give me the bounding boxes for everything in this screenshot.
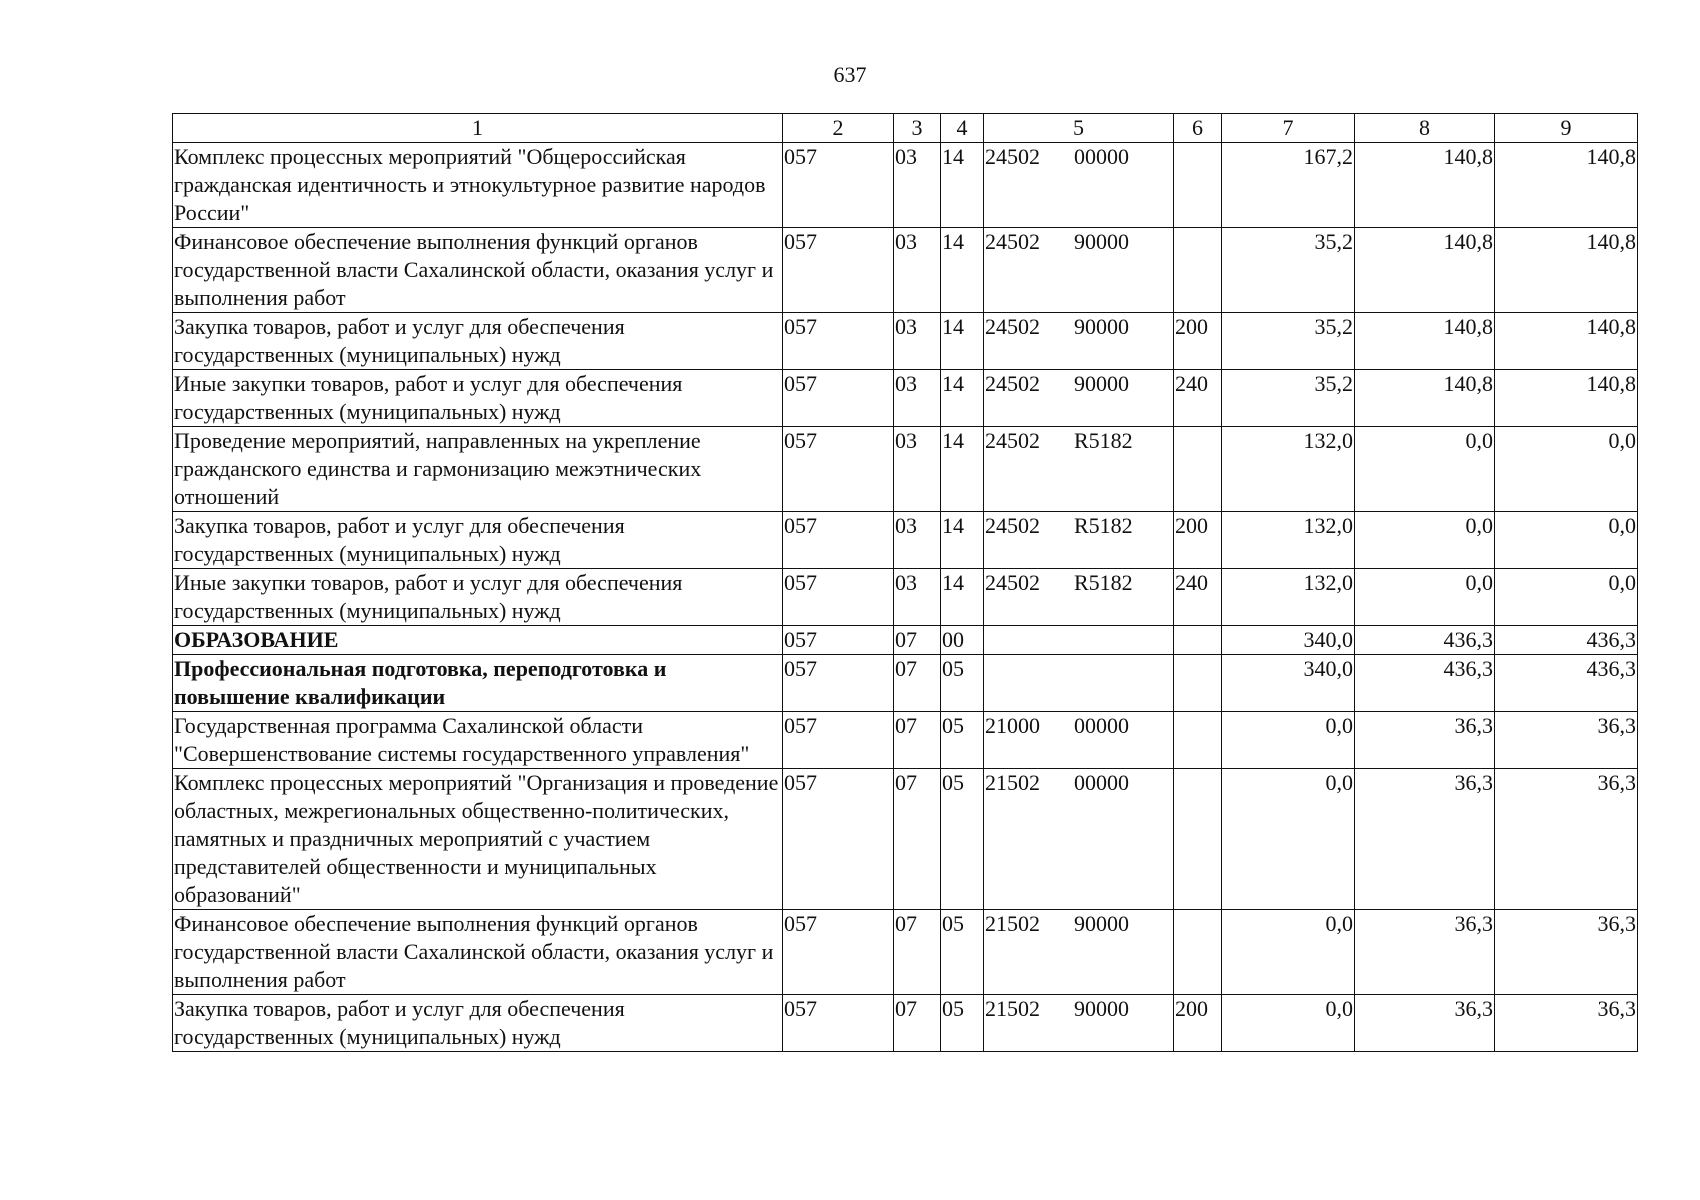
ministry-code: 057	[783, 626, 894, 655]
target-article-code	[984, 370, 1174, 427]
amount-col8: 140,8	[1355, 370, 1495, 427]
ministry-code: 057	[783, 910, 894, 995]
amount-col9: 436,3	[1495, 655, 1638, 712]
direction-code: R5182	[1074, 428, 1133, 453]
page-number: 637	[833, 62, 867, 87]
target-article-code	[984, 995, 1174, 1052]
expense-type-code: 200	[1174, 995, 1222, 1052]
header-row	[173, 114, 1638, 143]
expense-type-code	[1174, 427, 1222, 512]
program-code: 21000	[985, 713, 1040, 738]
budget-table	[172, 113, 1638, 1052]
target-article-code	[984, 626, 1174, 655]
amount-col8: 140,8	[1355, 228, 1495, 313]
amount-col7: 0,0	[1222, 995, 1355, 1052]
ministry-code: 057	[783, 569, 894, 626]
row-description: Государственная программа Сахалинской области "Совершенствование системы государственного управления"	[173, 712, 783, 769]
ministry-code: 057	[783, 228, 894, 313]
amount-col8: 36,3	[1355, 995, 1495, 1052]
program-code: 24502	[985, 570, 1040, 595]
table-row	[173, 370, 1638, 427]
table-row	[173, 712, 1638, 769]
ministry-code: 057	[783, 512, 894, 569]
amount-col7: 340,0	[1222, 655, 1355, 712]
header-cell: 2	[783, 114, 894, 143]
row-description: Финансовое обеспечение выполнения функций органов государственной власти Сахалинской области, оказания услуг и выполнения работ	[173, 228, 783, 313]
amount-col9: 36,3	[1495, 910, 1638, 995]
expense-type-code	[1174, 712, 1222, 769]
amount-col8: 140,8	[1355, 313, 1495, 370]
table-row	[173, 655, 1638, 712]
expense-type-code	[1174, 655, 1222, 712]
amount-col7: 132,0	[1222, 569, 1355, 626]
direction-code: 00000	[1074, 713, 1129, 738]
row-description: Закупка товаров, работ и услуг для обеспечения государственных (муниципальных) нужд	[173, 995, 783, 1052]
amount-col8: 36,3	[1355, 769, 1495, 910]
target-article-code	[984, 512, 1174, 569]
section-code: 03	[894, 228, 941, 313]
section-code: 07	[894, 910, 941, 995]
row-description: Иные закупки товаров, работ и услуг для обеспечения государственных (муниципальных) нужд	[173, 569, 783, 626]
amount-col9: 0,0	[1495, 427, 1638, 512]
subsection-code: 05	[941, 910, 984, 995]
table-body	[173, 143, 1638, 1052]
subsection-code: 05	[941, 769, 984, 910]
expense-type-code	[1174, 769, 1222, 910]
expense-type-code: 200	[1174, 512, 1222, 569]
amount-col7: 0,0	[1222, 910, 1355, 995]
expense-type-code	[1174, 910, 1222, 995]
table-row	[173, 769, 1638, 910]
header-cell: 8	[1355, 114, 1495, 143]
program-code: 24502	[985, 428, 1040, 453]
header-cell: 4	[941, 114, 984, 143]
ministry-code: 057	[783, 712, 894, 769]
header-cell: 7	[1222, 114, 1355, 143]
section-code: 07	[894, 769, 941, 910]
subsection-code: 05	[941, 712, 984, 769]
ministry-code: 057	[783, 995, 894, 1052]
row-description: ОБРАЗОВАНИЕ	[173, 626, 783, 655]
table-row	[173, 569, 1638, 626]
direction-code: R5182	[1074, 570, 1133, 595]
amount-col7: 167,2	[1222, 143, 1355, 228]
program-code: 21502	[985, 911, 1040, 936]
target-article-code	[984, 427, 1174, 512]
table-row	[173, 626, 1638, 655]
row-description: Закупка товаров, работ и услуг для обеспечения государственных (муниципальных) нужд	[173, 512, 783, 569]
header-cell: 5	[984, 114, 1174, 143]
amount-col8: 36,3	[1355, 910, 1495, 995]
amount-col8: 140,8	[1355, 143, 1495, 228]
program-code: 24502	[985, 314, 1040, 339]
subsection-code: 14	[941, 427, 984, 512]
amount-col9: 140,8	[1495, 228, 1638, 313]
ministry-code: 057	[783, 769, 894, 910]
expense-type-code: 240	[1174, 569, 1222, 626]
direction-code: 90000	[1074, 911, 1129, 936]
program-code: 24502	[985, 144, 1040, 169]
program-code: 24502	[985, 229, 1040, 254]
expense-type-code	[1174, 228, 1222, 313]
amount-col7: 340,0	[1222, 626, 1355, 655]
direction-code: 00000	[1074, 144, 1129, 169]
ministry-code: 057	[783, 143, 894, 228]
direction-code: 00000	[1074, 770, 1129, 795]
section-code: 07	[894, 626, 941, 655]
row-description: Иные закупки товаров, работ и услуг для обеспечения государственных (муниципальных) нужд	[173, 370, 783, 427]
row-description: Финансовое обеспечение выполнения функций органов государственной власти Сахалинской области, оказания услуг и выполнения работ	[173, 910, 783, 995]
program-code: 24502	[985, 513, 1040, 538]
program-code: 21502	[985, 770, 1040, 795]
header-cell: 9	[1495, 114, 1638, 143]
ministry-code: 057	[783, 313, 894, 370]
target-article-code	[984, 769, 1174, 910]
amount-col7: 132,0	[1222, 427, 1355, 512]
ministry-code: 057	[783, 370, 894, 427]
amount-col7: 0,0	[1222, 769, 1355, 910]
amount-col8: 436,3	[1355, 655, 1495, 712]
direction-code: R5182	[1074, 513, 1133, 538]
amount-col9: 36,3	[1495, 712, 1638, 769]
program-code: 21502	[985, 996, 1040, 1021]
section-code: 07	[894, 712, 941, 769]
amount-col9: 140,8	[1495, 370, 1638, 427]
amount-col8: 436,3	[1355, 626, 1495, 655]
table-row	[173, 427, 1638, 512]
amount-col7: 35,2	[1222, 228, 1355, 313]
amount-col8: 0,0	[1355, 512, 1495, 569]
row-description: Закупка товаров, работ и услуг для обеспечения государственных (муниципальных) нужд	[173, 313, 783, 370]
section-code: 03	[894, 569, 941, 626]
amount-col9: 0,0	[1495, 512, 1638, 569]
amount-col9: 140,8	[1495, 313, 1638, 370]
table-row	[173, 228, 1638, 313]
section-code: 07	[894, 995, 941, 1052]
target-article-code	[984, 569, 1174, 626]
expense-type-code	[1174, 143, 1222, 228]
expense-type-code	[1174, 626, 1222, 655]
section-code: 03	[894, 512, 941, 569]
header-cell: 6	[1174, 114, 1222, 143]
target-article-code	[984, 910, 1174, 995]
direction-code: 90000	[1074, 371, 1129, 396]
ministry-code: 057	[783, 655, 894, 712]
subsection-code: 05	[941, 655, 984, 712]
expense-type-code: 240	[1174, 370, 1222, 427]
subsection-code: 14	[941, 228, 984, 313]
row-description: Проведение мероприятий, направленных на укрепление гражданского единства и гармонизацию межэтнических отношений	[173, 427, 783, 512]
direction-code: 90000	[1074, 314, 1129, 339]
expense-type-code: 200	[1174, 313, 1222, 370]
subsection-code: 14	[941, 313, 984, 370]
direction-code: 90000	[1074, 996, 1129, 1021]
amount-col9: 36,3	[1495, 995, 1638, 1052]
amount-col8: 36,3	[1355, 712, 1495, 769]
amount-col8: 0,0	[1355, 569, 1495, 626]
row-description: Профессиональная подготовка, переподготовка и повышение квалификации	[173, 655, 783, 712]
direction-code: 90000	[1074, 229, 1129, 254]
target-article-code	[984, 655, 1174, 712]
subsection-code: 05	[941, 995, 984, 1052]
subsection-code: 00	[941, 626, 984, 655]
section-code: 03	[894, 313, 941, 370]
table-row	[173, 910, 1638, 995]
subsection-code: 14	[941, 143, 984, 228]
section-code: 07	[894, 655, 941, 712]
table-row	[173, 143, 1638, 228]
table-row	[173, 995, 1638, 1052]
row-description: Комплекс процессных мероприятий "Общероссийская гражданская идентичность и этнокультурное развитие народов России"	[173, 143, 783, 228]
amount-col8: 0,0	[1355, 427, 1495, 512]
program-code: 24502	[985, 371, 1040, 396]
subsection-code: 14	[941, 512, 984, 569]
section-code: 03	[894, 427, 941, 512]
header-cell: 3	[894, 114, 941, 143]
ministry-code: 057	[783, 427, 894, 512]
subsection-code: 14	[941, 569, 984, 626]
section-code: 03	[894, 143, 941, 228]
row-description: Комплекс процессных мероприятий "Организация и проведение областных, межрегиональных общественно-политических, памятных и праздничных мероприятий с участием представителей общественности и муниципальных образований"	[173, 769, 783, 910]
amount-col9: 436,3	[1495, 626, 1638, 655]
amount-col9: 140,8	[1495, 143, 1638, 228]
subsection-code: 14	[941, 370, 984, 427]
amount-col7: 132,0	[1222, 512, 1355, 569]
target-article-code	[984, 228, 1174, 313]
target-article-code	[984, 143, 1174, 228]
table-row	[173, 313, 1638, 370]
target-article-code	[984, 313, 1174, 370]
table-row	[173, 512, 1638, 569]
amount-col9: 0,0	[1495, 569, 1638, 626]
amount-col7: 35,2	[1222, 370, 1355, 427]
amount-col7: 0,0	[1222, 712, 1355, 769]
amount-col9: 36,3	[1495, 769, 1638, 910]
target-article-code	[984, 712, 1174, 769]
header-cell: 1	[173, 114, 783, 143]
section-code: 03	[894, 370, 941, 427]
amount-col7: 35,2	[1222, 313, 1355, 370]
